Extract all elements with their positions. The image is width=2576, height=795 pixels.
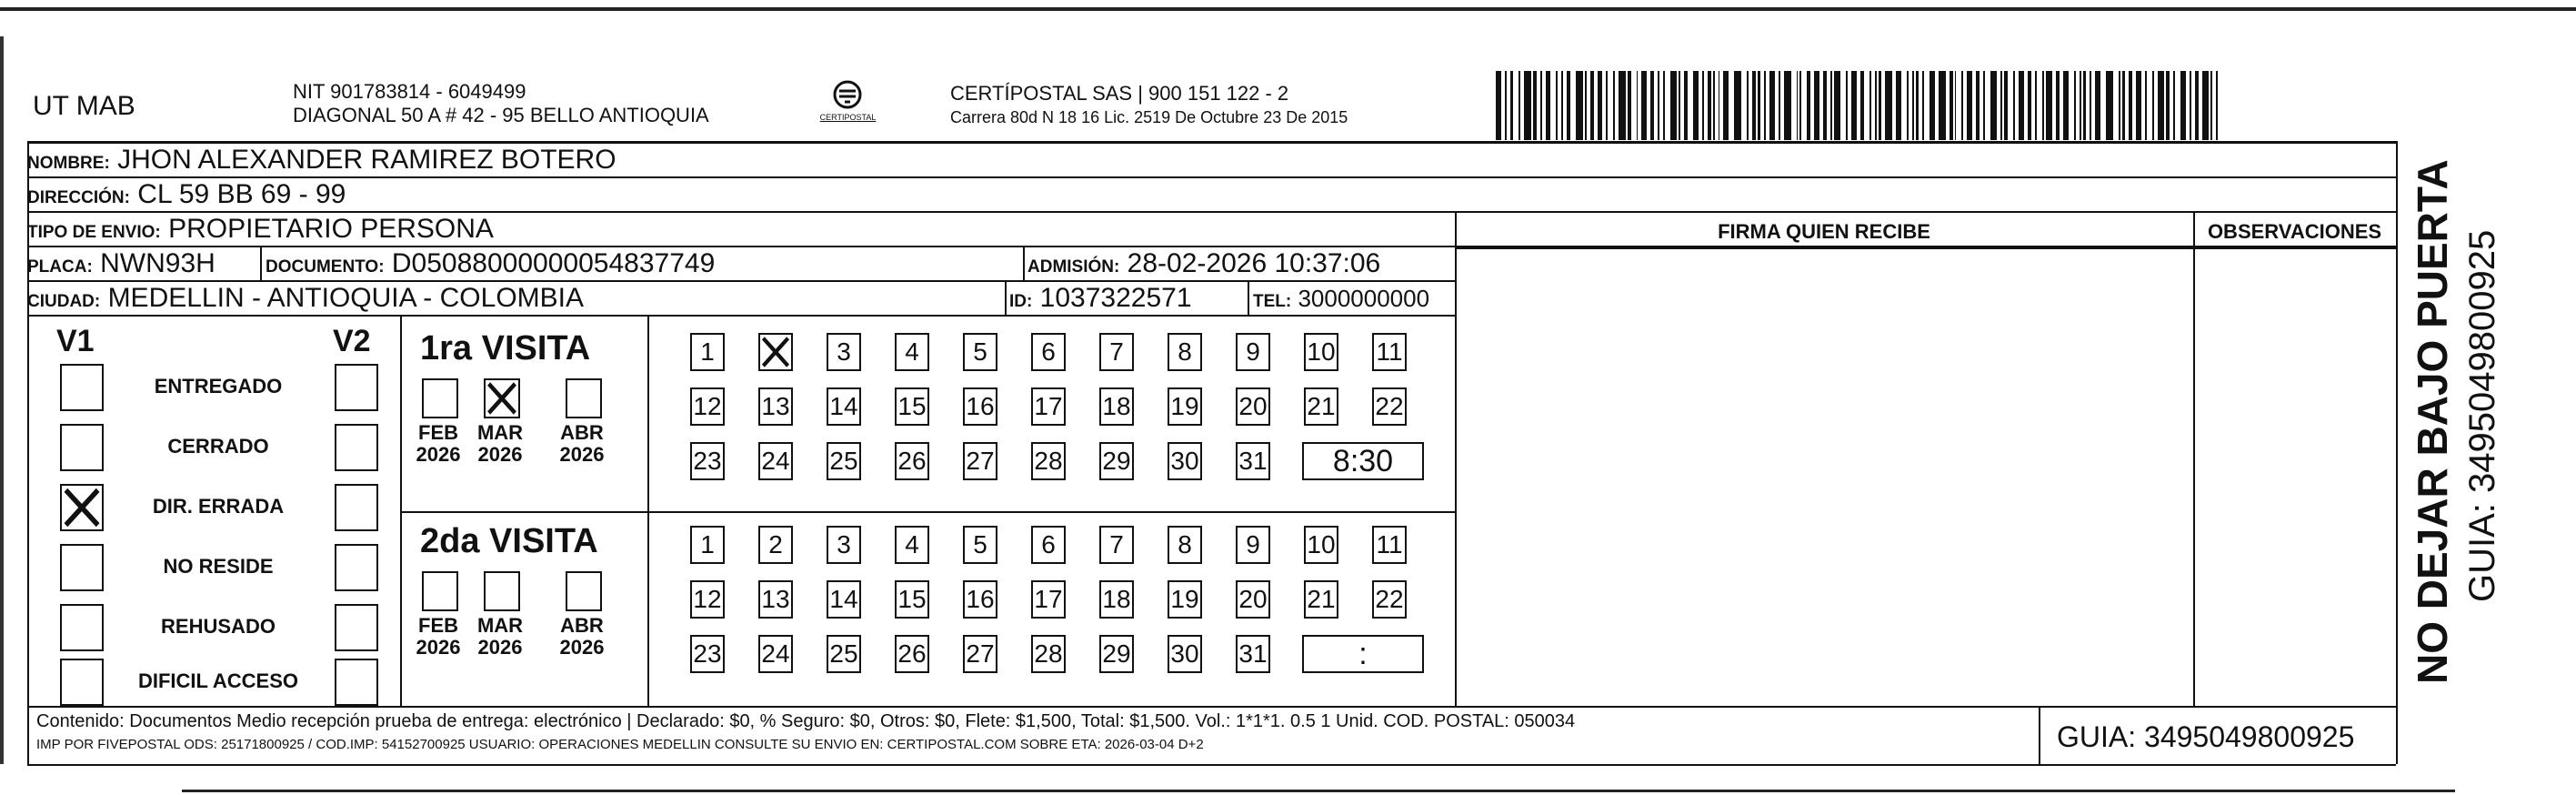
visit1-day-box[interactable]: 6 <box>1031 333 1066 371</box>
visit2-day-box[interactable]: 26 <box>895 635 929 673</box>
barcode-bar <box>1546 71 1551 140</box>
shipping-type: PROPIETARIO PERSONA <box>168 214 494 244</box>
carrier-license: Carrera 80d N 18 16 Lic. 2519 De Octubre 23 De 2015 <box>950 108 1348 126</box>
visit2-title: 2da VISITA <box>420 522 598 560</box>
bottom-border <box>27 764 2396 766</box>
visit2-month-checkbox[interactable] <box>422 571 458 611</box>
barcode-bar <box>2074 71 2076 140</box>
barcode-bar <box>1799 71 1801 140</box>
barcode-bar <box>2035 71 2037 140</box>
barcode-bar <box>1556 71 1558 140</box>
barcode-bar <box>1916 71 1919 140</box>
barcode-bar <box>1719 71 1720 140</box>
city-row <box>27 282 1455 317</box>
barcode-bar <box>2152 71 2154 140</box>
visit1-month-label: FEB <box>418 421 458 444</box>
visit2-day-box[interactable]: 11 <box>1372 526 1407 564</box>
visit1-month-label: MAR <box>476 421 524 444</box>
barcode-bar <box>1784 71 1791 140</box>
visit2-day-box[interactable]: 22 <box>1372 580 1407 619</box>
barcode-bar <box>1637 71 1639 140</box>
v2-checkbox[interactable] <box>335 604 378 651</box>
barcode-bar <box>1922 71 1924 140</box>
visit1-year-label: 2026 <box>559 443 605 466</box>
barcode-bar <box>1807 71 1810 140</box>
barcode-bar <box>1663 71 1665 140</box>
barcode-bar <box>2136 71 2141 140</box>
left-edge-line <box>0 36 4 764</box>
tel-value: 3000000000 <box>1298 285 1430 312</box>
status-label: DIR. ERRADA <box>152 495 285 518</box>
visit1-year-label: 2026 <box>416 443 461 466</box>
barcode-bar <box>2046 71 2053 140</box>
document-value: D05088000000054837749 <box>391 248 716 278</box>
visit1-day-box[interactable]: 27 <box>963 442 997 480</box>
certipostal-logo <box>814 75 882 138</box>
visit1-day-box[interactable]: 29 <box>1099 442 1134 480</box>
barcode-bar <box>1561 71 1563 140</box>
barcode-bar <box>2210 71 2212 140</box>
visit2-day-box[interactable]: 12 <box>690 580 725 619</box>
months-divider <box>647 317 649 706</box>
status-label: CERRADO <box>167 435 269 458</box>
barcode-bar <box>2090 71 2091 140</box>
visit2-year-label: 2026 <box>477 636 523 659</box>
barcode-bar <box>1734 71 1741 140</box>
visit2-day-box[interactable]: 16 <box>963 580 997 619</box>
plate-divider <box>260 247 262 282</box>
barcode-bar <box>1679 71 1680 140</box>
name-row <box>27 144 2396 178</box>
visit2-day-box[interactable]: 6 <box>1031 526 1066 564</box>
signature-area[interactable] <box>1457 249 2191 704</box>
barcode-bar <box>2173 71 2175 140</box>
barcode-bar <box>2180 71 2186 140</box>
barcode-bar <box>1758 71 1761 140</box>
visit1-day-box[interactable]: 31 <box>1236 442 1270 480</box>
barcode-bar <box>1851 71 1857 140</box>
side-guia: GUIA: 3495049800925 <box>2462 229 2502 602</box>
visit1-day-box[interactable]: 12 <box>690 387 725 426</box>
barcode-bar <box>1641 71 1647 140</box>
visit1-day-box[interactable]: 8 <box>1168 333 1202 371</box>
barcode-bar <box>1510 71 1514 140</box>
barcode-bar <box>1976 71 1980 140</box>
barcode-bar <box>2106 71 2113 140</box>
v1-header: V1 <box>56 324 95 358</box>
barcode-bar <box>1658 71 1659 140</box>
status-label: NO RESIDE <box>163 555 274 578</box>
visit2-day-box[interactable]: 1 <box>690 526 725 564</box>
barcode-bar <box>1896 71 1901 140</box>
barcode-bar <box>1524 71 1531 140</box>
barcode-bar <box>1713 71 1715 140</box>
visit1-day-box[interactable]: 3 <box>827 333 861 371</box>
v2-checkbox[interactable] <box>335 659 378 706</box>
barcode-bar <box>2202 71 2210 140</box>
barcode-bar <box>1830 71 1832 140</box>
main-right-border <box>2396 141 2398 764</box>
visit2-day-box[interactable]: 21 <box>1304 580 1338 619</box>
barcode-bar <box>1869 71 1871 140</box>
barcode-bar <box>2158 71 2165 140</box>
visit1-day-box[interactable] <box>758 333 793 371</box>
footer-content: Contenido: Documentos Medio recepción prueba de entrega: electrónico | Declarado: $0, % Seguro: $0, Otros: $0, Flete: $1,500, Total: $1,500. Vol.: 1*1*1. 0.5 1 Unid. COD. POSTAL: 050034 <box>36 711 1576 731</box>
barcode-bar <box>1955 71 1957 140</box>
visit1-day-box[interactable]: 22 <box>1372 387 1407 426</box>
visit2-day-box[interactable]: 18 <box>1099 580 1134 619</box>
visit2-day-box[interactable]: 7 <box>1099 526 1134 564</box>
visit1-day-box[interactable]: 26 <box>895 442 929 480</box>
barcode-bar <box>2145 71 2147 140</box>
visit2-day-box[interactable]: 19 <box>1168 580 1202 619</box>
v2-checkbox[interactable] <box>335 364 378 411</box>
barcode-bar <box>1983 71 1985 140</box>
observations-label: OBSERVACIONES <box>2207 220 2382 243</box>
id-cell <box>1009 282 1192 318</box>
visit2-day-box[interactable]: 27 <box>963 635 997 673</box>
visit1-day-box[interactable]: 17 <box>1031 387 1066 426</box>
barcode-bar <box>1769 71 1775 140</box>
visit2-day-box[interactable]: 13 <box>758 580 793 619</box>
barcode-bar <box>1628 71 1631 140</box>
barcode-bar <box>1613 71 1615 140</box>
footer-divider <box>27 706 2396 708</box>
footer-guia-divider <box>2039 706 2040 764</box>
barcode-bar <box>2080 71 2081 140</box>
company-nit: NIT 901783814 - 6049499 <box>293 80 526 103</box>
visit1-day-box[interactable]: 24 <box>758 442 793 480</box>
v1-checkbox[interactable] <box>60 484 104 531</box>
visit2-day-box[interactable]: 15 <box>895 580 929 619</box>
visit2-day-box[interactable]: 2 <box>758 526 793 564</box>
visit2-year-label: 2026 <box>416 636 461 659</box>
visit2-day-box[interactable]: 30 <box>1168 635 1202 673</box>
barcode-bar <box>1723 71 1729 140</box>
visit2-month-label: MAR <box>476 614 524 637</box>
v2-header: V2 <box>333 324 371 358</box>
barcode-bar <box>1702 71 1704 140</box>
barcode-bar <box>2042 71 2044 140</box>
barcode-bar <box>1834 71 1841 140</box>
barcode-bar <box>2129 71 2132 140</box>
barcode-bar <box>1879 71 1882 140</box>
barcode-bar <box>1585 71 1587 140</box>
visit2-day-box[interactable]: 20 <box>1236 580 1270 619</box>
visit1-day-box[interactable]: 20 <box>1236 387 1270 426</box>
barcode-bar <box>2004 71 2008 140</box>
barcode-bar <box>1764 71 1766 140</box>
visit1-day-box[interactable]: 1 <box>690 333 725 371</box>
barcode-bar <box>1860 71 1864 140</box>
barcode-bar <box>1650 71 1654 140</box>
barcode-bar <box>1619 71 1626 140</box>
admission-cell <box>1027 247 1380 284</box>
visit2-day-box[interactable]: 25 <box>827 635 861 673</box>
v1-checkbox[interactable] <box>60 364 104 411</box>
barcode-bar <box>1939 71 1946 140</box>
barcode-bar <box>1540 71 1542 140</box>
barcode-bar <box>2122 71 2126 140</box>
barcode-bar <box>1684 71 1688 140</box>
company-address: DIAGONAL 50 A # 42 - 95 BELLO ANTIOQUIA <box>293 104 709 126</box>
visit2-day-box[interactable]: 9 <box>1236 526 1270 564</box>
visit1-day-box[interactable]: 28 <box>1031 442 1066 480</box>
visit1-day-box[interactable]: 30 <box>1168 442 1202 480</box>
v1-checkbox[interactable] <box>60 544 104 591</box>
visit1-day-box[interactable]: 25 <box>827 442 861 480</box>
barcode-bar <box>2063 71 2069 140</box>
visit2-day-box[interactable]: 31 <box>1236 635 1270 673</box>
id-divider <box>1005 282 1007 317</box>
footer-imp: IMP POR FIVEPOSTAL ODS: 25171800925 / COD.IMP: 54152700925 USUARIO: OPERACIONES MEDELLIN CONSULTE SU ENVIO EN: CERTIPOSTAL.COM SOBRE ETA: 2026-03-04 D+2 <box>36 737 1204 752</box>
address-label: DIRECCIÓN: <box>27 188 130 207</box>
barcode-bar <box>1779 71 1780 140</box>
barcode-bar <box>1747 71 1749 140</box>
barcode-bar <box>2095 71 2100 140</box>
recipient-address: CL 59 BB 69 - 99 <box>137 179 346 209</box>
barcode-bar <box>2166 71 2170 140</box>
bottom-edge-line <box>182 790 2455 792</box>
barcode-bar <box>1907 71 1909 140</box>
admission-divider <box>1023 247 1025 282</box>
visit1-day-box[interactable]: 15 <box>895 387 929 426</box>
barcode <box>1496 71 2223 140</box>
barcode-bar <box>1967 71 1972 140</box>
barcode-bar <box>1846 71 1848 140</box>
footer-guia: GUIA: 3495049800925 <box>2057 720 2355 753</box>
v1-checkbox[interactable] <box>60 604 104 651</box>
top-border-line <box>0 7 2576 11</box>
barcode-bar <box>1912 71 1914 140</box>
barcode-bar <box>2195 71 2199 140</box>
city-value: MEDELLIN - ANTIOQUIA - COLOMBIA <box>107 283 584 313</box>
document-cell <box>266 247 715 284</box>
visit1-day-box[interactable]: 13 <box>758 387 793 426</box>
visit1-day-box[interactable]: 16 <box>963 387 997 426</box>
plate-label: PLACA: <box>27 257 93 277</box>
visit1-month-label: ABR <box>560 421 604 444</box>
id-value: 1037322571 <box>1039 283 1192 313</box>
name-label: NOMBRE: <box>27 154 110 173</box>
barcode-bar <box>2019 71 2024 140</box>
barcode-bar <box>2083 71 2087 140</box>
barcode-bar <box>1961 71 1963 140</box>
visit2-day-box[interactable]: 10 <box>1304 526 1338 564</box>
barcode-bar <box>1752 71 1756 140</box>
barcode-bar <box>1693 71 1699 140</box>
visit-divider <box>400 511 1455 513</box>
barcode-bar <box>1950 71 1953 140</box>
barcode-bar <box>2013 71 2015 140</box>
visit1-day-box[interactable]: 9 <box>1236 333 1270 371</box>
visit2-month-checkbox[interactable] <box>566 571 602 611</box>
barcode-bar <box>1814 71 1819 140</box>
visit1-day-box[interactable]: 11 <box>1372 333 1407 371</box>
signature-label: FIRMA QUIEN RECIBE <box>1718 220 1930 243</box>
visit1-day-box[interactable]: 19 <box>1168 387 1202 426</box>
visit2-time-box[interactable]: : <box>1302 635 1424 673</box>
visit1-day-box[interactable]: 4 <box>895 333 929 371</box>
id-label: ID: <box>1009 292 1033 311</box>
barcode-bar <box>2190 71 2191 140</box>
visit2-year-label: 2026 <box>559 636 605 659</box>
visit2-day-box[interactable]: 24 <box>758 635 793 673</box>
visit2-day-box[interactable]: 28 <box>1031 635 1066 673</box>
recipient-name: JHON ALEXANDER RAMIREZ BOTERO <box>117 145 616 175</box>
visit2-day-box[interactable]: 4 <box>895 526 929 564</box>
no-dejar-warning: NO DEJAR BAJO PUERTA <box>2409 159 2456 684</box>
shipping-type-label: TIPO DE ENVIO: <box>27 223 161 242</box>
visit1-day-box[interactable]: 14 <box>827 387 861 426</box>
tel-label: TEL: <box>1253 292 1292 311</box>
barcode-bar <box>1885 71 1892 140</box>
visit2-month-checkbox[interactable] <box>484 571 520 611</box>
v2-checkbox[interactable] <box>335 484 378 531</box>
visit2-month-label: FEB <box>418 614 458 637</box>
visit1-month-checkbox[interactable] <box>566 378 602 418</box>
v2-checkbox[interactable] <box>335 544 378 591</box>
status-label: DIFICIL ACCESO <box>137 669 298 692</box>
visit1-day-box[interactable]: 10 <box>1304 333 1338 371</box>
document-label: DOCUMENTO: <box>266 257 385 277</box>
barcode-bar <box>1823 71 1827 140</box>
visit1-month-checkbox[interactable] <box>484 378 520 418</box>
tel-divider <box>1248 282 1249 317</box>
logo-text: CERTIPOSTAL <box>819 113 877 122</box>
barcode-bar <box>1590 71 1594 140</box>
city-label: CIUDAD: <box>27 292 101 311</box>
barcode-bar <box>1576 71 1583 140</box>
admission-label: ADMISIÓN: <box>1027 257 1120 277</box>
barcode-bar <box>1929 71 1935 140</box>
visit2-day-box[interactable]: 23 <box>690 635 725 673</box>
v1-checkbox[interactable] <box>60 659 104 706</box>
observations-area[interactable] <box>2195 249 2394 704</box>
visit2-day-box[interactable]: 3 <box>827 526 861 564</box>
barcode-bar <box>1519 71 1520 140</box>
admission-value: 28-02-2026 10:37:06 <box>1127 248 1381 278</box>
visit2-day-box[interactable]: 29 <box>1099 635 1134 673</box>
barcode-bar <box>2028 71 2031 140</box>
v1-checkbox[interactable] <box>60 424 104 471</box>
plate-value: NWN93H <box>100 248 216 278</box>
visit2-day-box[interactable]: 5 <box>963 526 997 564</box>
visit1-year-label: 2026 <box>477 443 523 466</box>
visit1-title: 1ra VISITA <box>420 329 591 367</box>
barcode-bar <box>1505 71 1507 140</box>
barcode-bar <box>1797 71 1799 140</box>
barcode-bar <box>1606 71 1608 140</box>
barcode-bar <box>2216 71 2218 140</box>
status-label: ENTREGADO <box>154 375 283 398</box>
visit1-day-box[interactable]: 21 <box>1304 387 1338 426</box>
barcode-bar <box>1875 71 1877 140</box>
company-name: UT MAB <box>33 91 135 121</box>
visit1-day-box[interactable]: 5 <box>963 333 997 371</box>
status-label: REHUSADO <box>161 615 276 638</box>
barcode-bar <box>1533 71 1537 140</box>
barcode-bar <box>1670 71 1678 140</box>
barcode-bar <box>1598 71 1603 140</box>
tel-cell <box>1253 282 1429 318</box>
barcode-bar <box>1990 71 1998 140</box>
visit1-day-box[interactable]: 23 <box>690 442 725 480</box>
visit1-time-box[interactable]: 8:30 <box>1302 442 1424 480</box>
carrier-name: CERTÍPOSTAL SAS | 900 151 122 - 2 <box>950 82 1289 105</box>
visit2-day-box[interactable]: 17 <box>1031 580 1066 619</box>
visit1-day-box[interactable]: 18 <box>1099 387 1134 426</box>
visit2-day-box[interactable]: 14 <box>827 580 861 619</box>
barcode-bar <box>1708 71 1711 140</box>
barcode-bar <box>1567 71 1570 140</box>
visit1-month-checkbox[interactable] <box>422 378 458 418</box>
barcode-bar <box>2119 71 2120 140</box>
barcode-bar <box>2000 71 2002 140</box>
visit2-day-box[interactable]: 8 <box>1168 526 1202 564</box>
visit1-day-box[interactable]: 7 <box>1099 333 1134 371</box>
visit2-month-label: ABR <box>560 614 604 637</box>
barcode-bar <box>1496 71 1501 140</box>
address-row <box>27 178 2396 213</box>
v2-checkbox[interactable] <box>335 424 378 471</box>
barcode-bar <box>2056 71 2060 140</box>
